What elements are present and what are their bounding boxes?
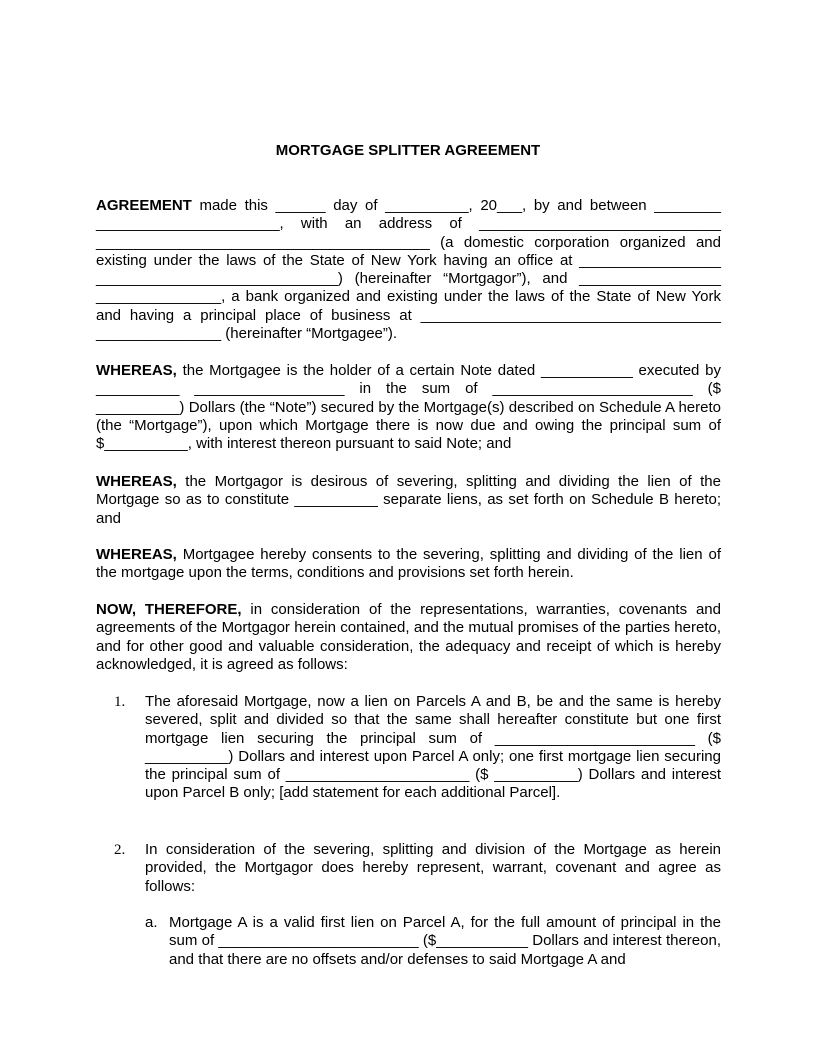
- list-item-number: 2.: [114, 842, 126, 858]
- agreement-lead: AGREEMENT: [96, 197, 192, 214]
- sub-item-letter: a.: [145, 914, 158, 931]
- whereas-lead-1: WHEREAS,: [96, 362, 177, 379]
- list-item-1: [96, 693, 721, 803]
- sub-item-a: [145, 914, 721, 969]
- whereas-paragraph-1: [96, 362, 721, 453]
- document-title: MORTGAGE SPLITTER AGREEMENT: [275, 142, 541, 159]
- list-item-number: 1.: [114, 694, 126, 710]
- agreement-paragraph: [96, 197, 721, 343]
- whereas-text-1: the Mortgagee is the holder of a certain Note dated ___________ executed by __________ __________________ in the sum of ________________________ ($ __________) Dollars (the “Note”) secured by the Mortgage(s) described on Schedule A hereto (the “Mortgage”), upon which Mortgage there is now due and owing the principal sum of $__________, with interest thereon pursuant to said Note; and: [96, 362, 721, 453]
- whereas-text-2: the Mortgagor is desirous of severing, splitting and dividing the lien of the Mortgage so as to constitute __________ separate liens, as set forth on Schedule B hereto; and: [96, 473, 721, 527]
- now-therefore-lead: NOW, THEREFORE,: [96, 601, 242, 618]
- now-therefore-text: in consideration of the representations, warranties, covenants and agreements of the Mortgagor herein contained, and the mutual promises of the parties hereto, and for other good and valuable consideration, the adequacy and receipt of which is hereby acknowledged, it is agreed as follows:: [96, 601, 721, 673]
- whereas-text-3: Mortgagee hereby consents to the severing, splitting and dividing of the lien of the mortgage upon the terms, conditions and provisions set forth herein.: [96, 546, 721, 582]
- whereas-paragraph-2: [96, 473, 721, 528]
- sub-item-text: Mortgage A is a valid first lien on Parcel A, for the full amount of principal in the sum of ________________________ ($___________ Dollars and interest thereon, and that there are no offsets and/or defenses to said Mortgage A and: [169, 914, 721, 968]
- now-therefore-paragraph: [96, 601, 721, 674]
- list-item-text: The aforesaid Mortgage, now a lien on Parcels A and B, be and the same is hereby severed, split and divided so that the same shall hereafter constitute but one first mortgage lien securing the principal sum of ________________________ ($ __________) Dollars and interest upon Parcel A only; one first mortgage lien securing the principal sum of ______________________ ($ __________) Dollars and interest upon Parcel B only; [add statement for each additional Parcel].: [145, 693, 721, 802]
- whereas-lead-3: WHEREAS,: [96, 546, 177, 563]
- whereas-lead-2: WHEREAS,: [96, 473, 177, 490]
- whereas-paragraph-3: [96, 546, 721, 583]
- list-item-2: [96, 841, 721, 896]
- list-item-text: In consideration of the severing, splitting and division of the Mortgage as herein provided, the Mortgagor does hereby represent, warrant, covenant and agree as follows:: [145, 841, 721, 895]
- agreement-text: made this ______ day of __________, 20___, by and between ________ ______________________, with an address of _____________________________ ________________________________________ (a domestic corporation organized and existing under the laws of the State of New York having an office at _________________ _____________________________) (hereinafter “Mortgagor”), and _________________ _______________, a bank organized and existing under the laws of the State of New York and having a principal place of business at ____________________________________ _______________ (hereinafter “Mortgagee”).: [96, 197, 721, 343]
